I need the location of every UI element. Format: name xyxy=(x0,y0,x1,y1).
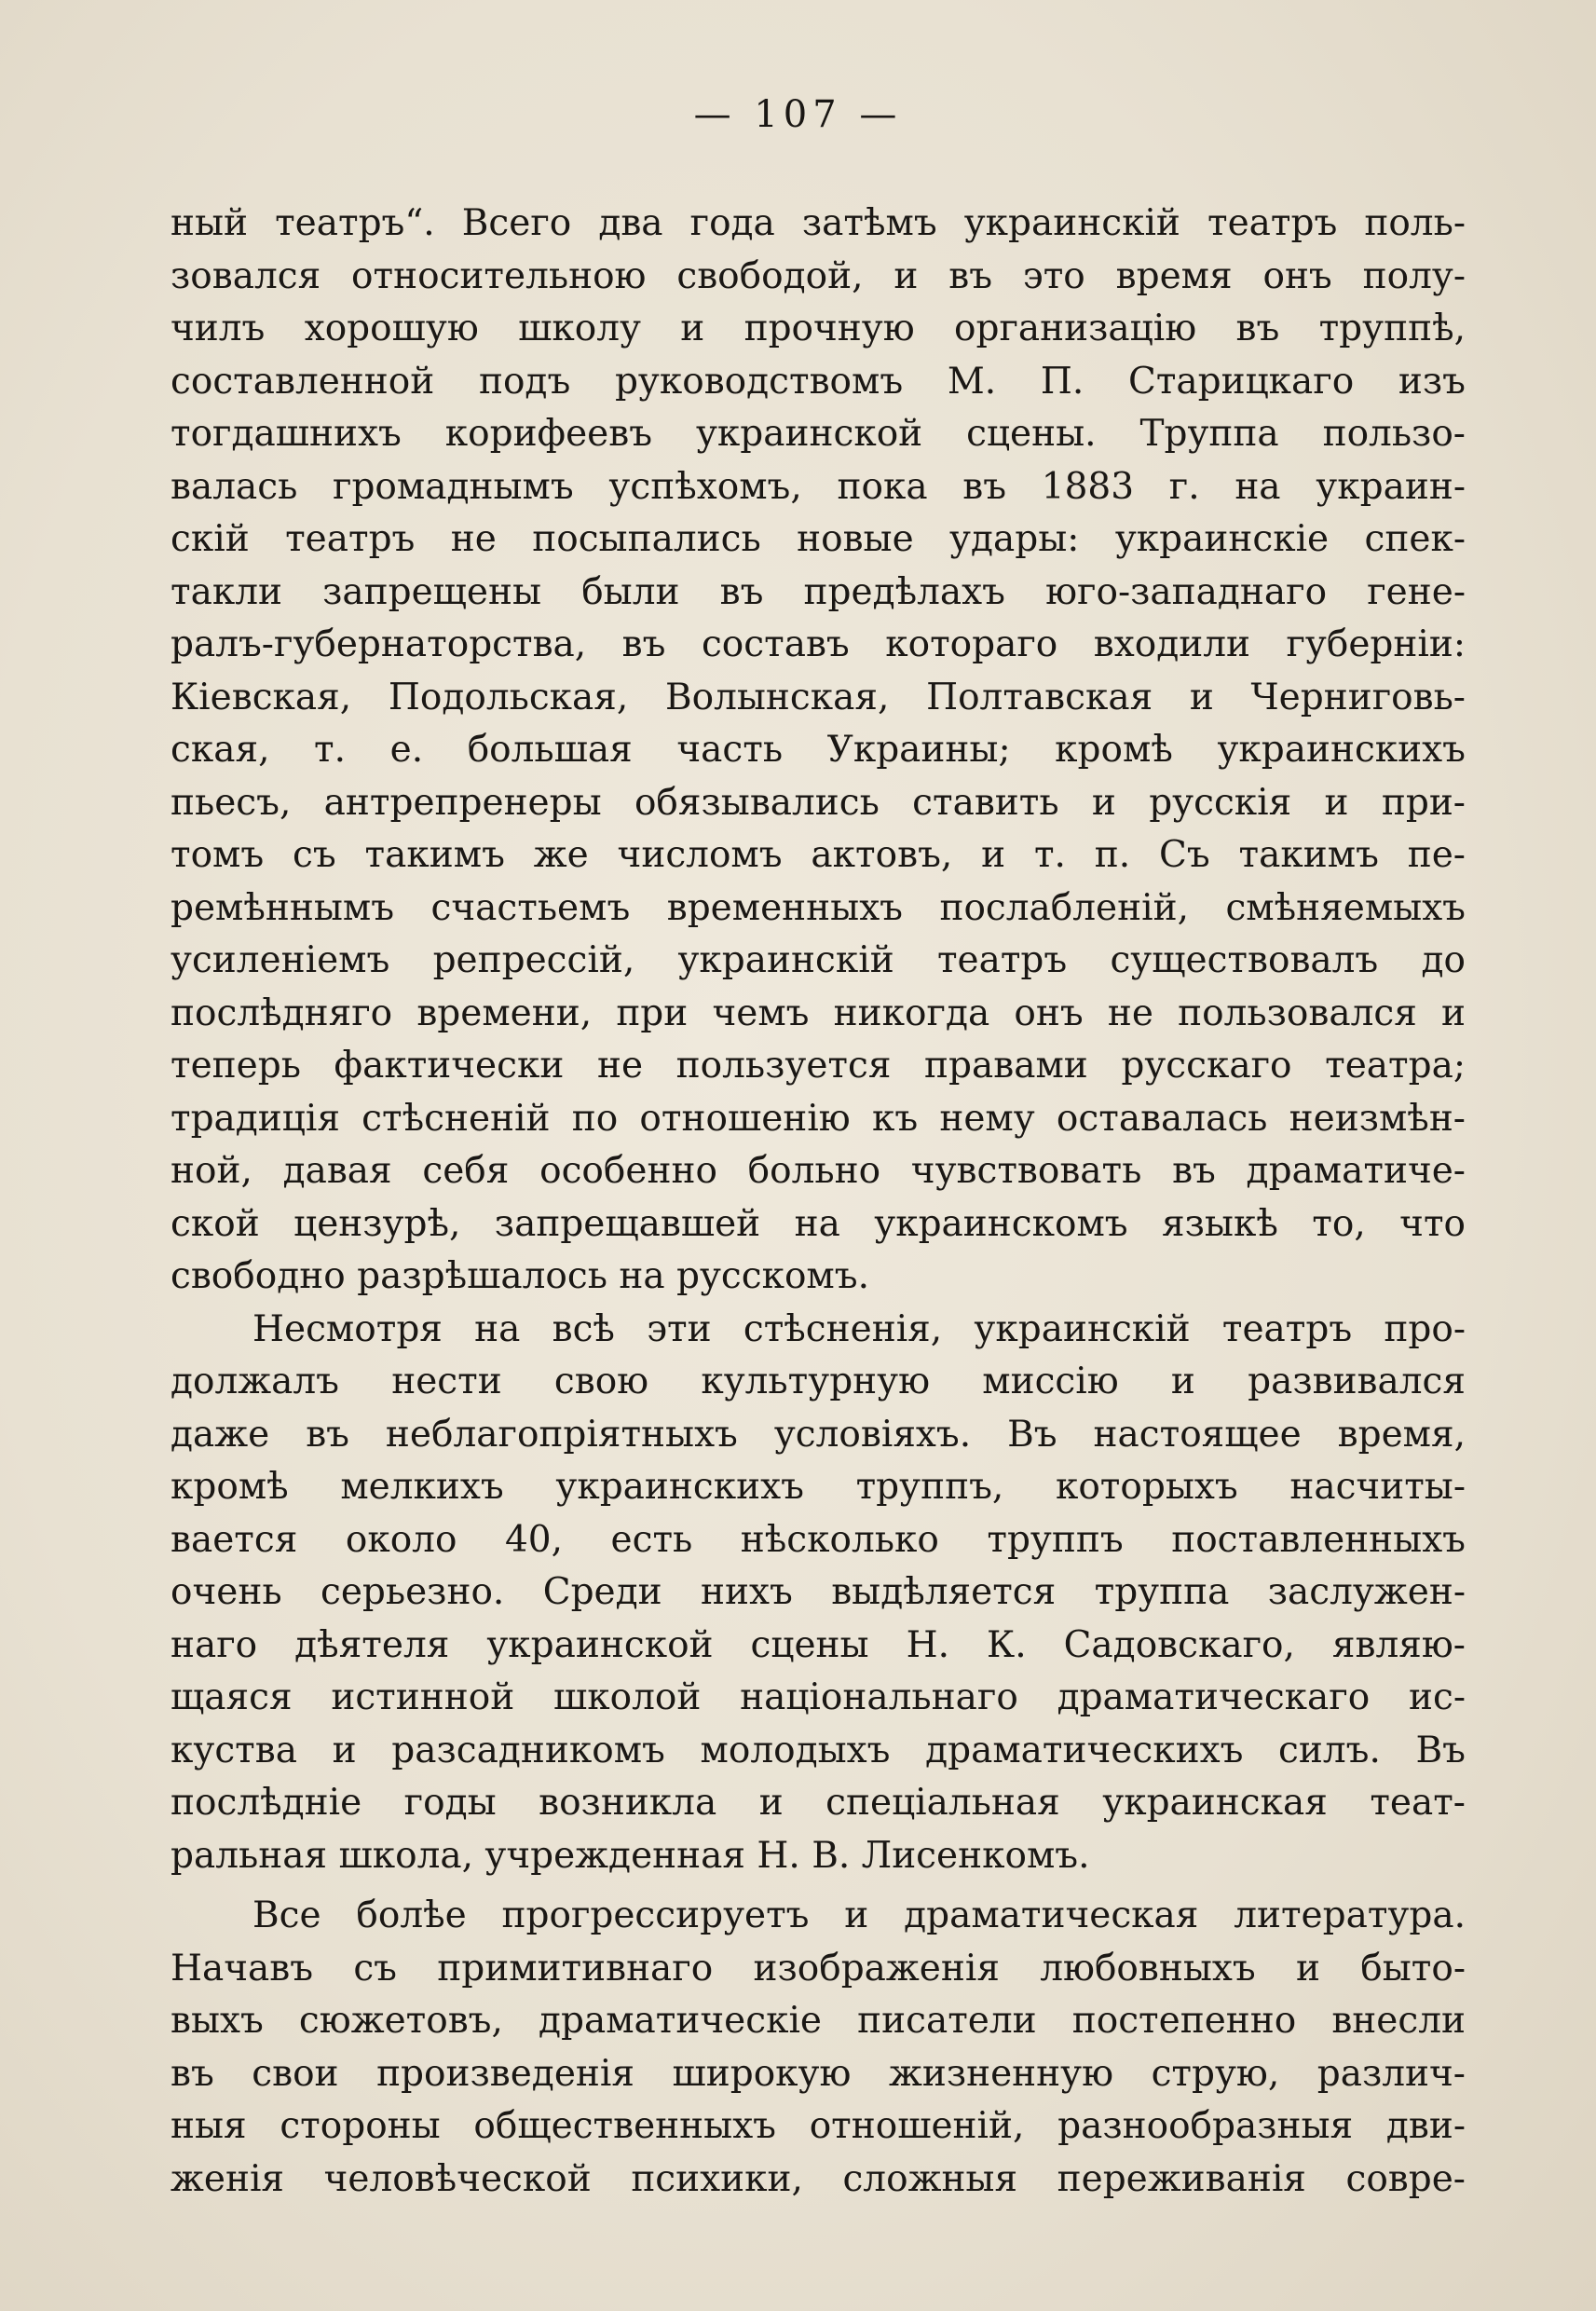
text-line: валась громаднымъ успѣхомъ, пока въ 1883 г. на украин- xyxy=(171,465,1466,508)
text-line: женія человѣческой психики, сложныя переживанія совре- xyxy=(171,2157,1466,2200)
text-line: традиція стѣсненій по отношенію къ нему оставалась неизмѣн- xyxy=(171,1097,1466,1140)
text-line: Кіевская, Подольская, Волынская, Полтавская и Черниговь- xyxy=(171,676,1466,718)
text-line: усиленіемъ репрессій, украинскій театръ существовалъ до xyxy=(171,939,1466,981)
text-line: Все болѣе прогрессируетъ и драматическая литература. xyxy=(252,1894,1466,1936)
paragraph-1 xyxy=(171,198,1466,1304)
text-line: должалъ нести свою культурную миссію и развивался xyxy=(171,1361,1466,1402)
text-line: чилъ хорошую школу и прочную организацію въ труппѣ, xyxy=(171,308,1466,349)
text-line: въ свои произведенія широкую жизненную струю, различ- xyxy=(171,2052,1466,2095)
text-line: куства и разсадникомъ молодыхъ драматическихъ силъ. Въ xyxy=(171,1729,1466,1771)
text-line: ной, давая себя особенно больно чувствовать въ драматиче- xyxy=(171,1150,1466,1192)
text-line: скій театръ не посыпались новые удары: украинскіе спек- xyxy=(171,518,1466,560)
paragraph-2 xyxy=(171,1304,1466,1883)
text-line: свободно разрѣшалось на русскомъ. xyxy=(171,1255,869,1297)
text-line: томъ съ такимъ же числомъ актовъ, и т. п. Съ такимъ пе- xyxy=(171,834,1466,876)
text-line: даже въ неблагопріятныхъ условіяхъ. Въ настоящее время, xyxy=(171,1413,1466,1456)
text-line: вается около 40, есть нѣсколько труппъ поставленныхъ xyxy=(171,1518,1466,1561)
text-line: очень серьезно. Среди нихъ выдѣляется труппа заслужен- xyxy=(171,1571,1466,1613)
text-line: ный театръ“. Всего два года затѣмъ украинскій театръ поль- xyxy=(171,202,1466,244)
text-line: зовался относительною свободой, и въ это время онъ полу- xyxy=(171,254,1466,297)
text-line: теперь фактически не пользуется правами русскаго театра; xyxy=(171,1045,1466,1087)
text-line: ремѣннымъ счастьемъ временныхъ послабленій, смѣняемыхъ xyxy=(171,886,1466,929)
text-line: послѣдніе годы возникла и спеціальная украинская теат- xyxy=(171,1782,1466,1824)
page-number: — 107 — xyxy=(693,93,903,136)
text-line: ралъ-губернаторства, въ составъ котораго входили губерніи: xyxy=(171,623,1466,665)
text-line: ральная школа, учрежденная Н. В. Лисенкомъ. xyxy=(171,1834,1090,1877)
text-line: кромѣ мелкихъ украинскихъ труппъ, которыхъ насчиты- xyxy=(171,1466,1466,1508)
text-line: выхъ сюжетовъ, драматическіе писатели постепенно внесли xyxy=(171,2000,1466,2042)
text-line: такли запрещены были въ предѣлахъ юго-западнаго гене- xyxy=(171,570,1466,613)
text-line: послѣдняго времени, при чемъ никогда онъ не пользовался и xyxy=(171,991,1466,1034)
text-line: Начавъ съ примитивнаго изображенія любовныхъ и быто- xyxy=(171,1947,1466,1990)
text-line: тогдашнихъ корифеевъ украинской сцены. Труппа пользо- xyxy=(171,413,1466,455)
paragraph-3 xyxy=(171,1890,1466,2206)
text-line: Несмотря на всѣ эти стѣсненія, украинскій театръ про- xyxy=(252,1307,1466,1350)
text-line: наго дѣятеля украинской сцены Н. К. Садовскаго, являю- xyxy=(171,1623,1466,1666)
text-line: ныя стороны общественныхъ отношеній, разнообразныя дви- xyxy=(171,2105,1466,2147)
text-line: пьесъ, антрепренеры обязывались ставить и русскія и при- xyxy=(171,781,1466,824)
text-line: ской цензурѣ, запрещавшей на украинскомъ языкѣ то, что xyxy=(171,1202,1466,1245)
text-line: ская, т. е. большая часть Украины; кромѣ украинскихъ xyxy=(171,729,1466,771)
text-line: составленной подъ руководствомъ М. П. Старицкаго изъ xyxy=(171,360,1466,403)
body-text xyxy=(171,198,1466,2206)
text-line: щаяся истинной школой національнаго драматическаго ис- xyxy=(171,1676,1466,1718)
